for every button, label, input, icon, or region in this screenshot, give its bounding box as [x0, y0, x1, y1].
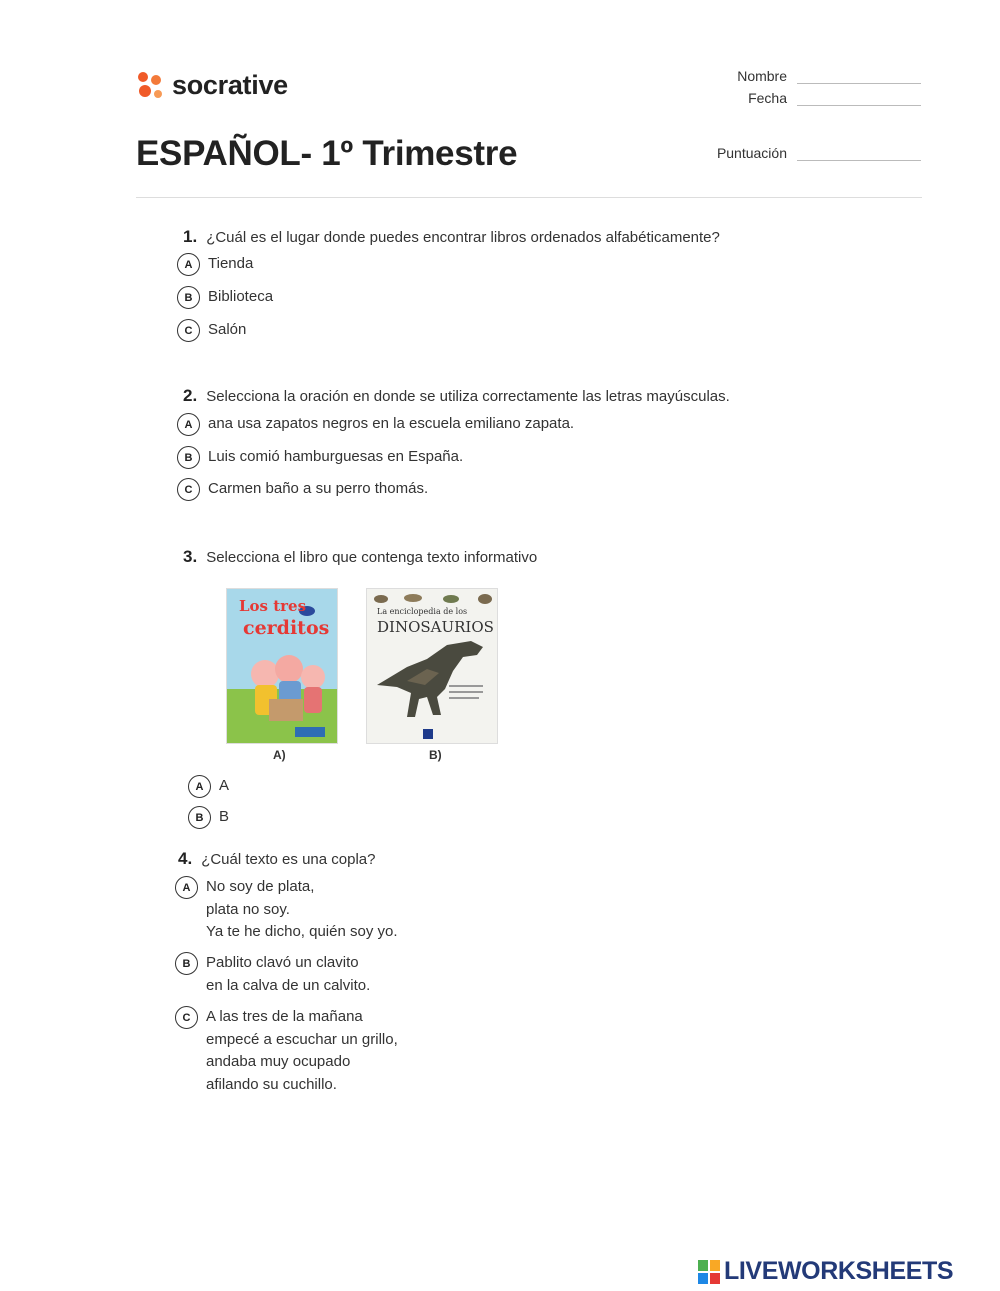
q3-option-b[interactable]: [188, 806, 229, 829]
question-4-header: [178, 849, 375, 869]
book-cover-dinosaurios: [366, 588, 498, 744]
option-letter-badge: A: [177, 253, 200, 276]
question-number: 2.: [183, 386, 198, 405]
q4-option-a[interactable]: [175, 876, 398, 944]
puntuacion-field[interactable]: [697, 145, 921, 161]
question-text: ¿Cuál es el lugar donde puedes encontrar libros ordenados alfabéticamente?: [206, 229, 720, 246]
fecha-line[interactable]: [797, 92, 921, 106]
q2-option-b[interactable]: [177, 446, 463, 469]
q1-option-c[interactable]: [177, 319, 246, 342]
question-number: 3.: [183, 547, 198, 566]
nombre-field[interactable]: [697, 68, 921, 84]
option-text: Tienda: [208, 255, 254, 272]
page-title: ESPAÑOL- 1º Trimestre: [136, 134, 518, 173]
option-text: ana usa zapatos negros en la escuela emiliano zapata.: [208, 415, 575, 432]
question-number: 1.: [183, 227, 198, 246]
liveworksheets-logo-icon: [698, 1260, 720, 1284]
option-letter-badge: B: [188, 806, 211, 829]
book-b-caption: B): [429, 748, 442, 762]
socrative-logo-icon: [136, 71, 164, 101]
nombre-line[interactable]: [797, 70, 921, 84]
poem-line: empecé a escuchar un grillo,: [206, 1030, 398, 1048]
fecha-field[interactable]: [697, 90, 921, 106]
fecha-label: Fecha: [748, 90, 787, 106]
poem-line: plata no soy.: [206, 900, 290, 918]
footer-brand: LIVEWORKSHEETS: [724, 1257, 954, 1285]
poem-line: Pablito clavó un clavito: [206, 954, 359, 971]
option-text: Salón: [208, 321, 247, 338]
option-letter-badge: B: [177, 446, 200, 469]
poem-line: No soy de plata,: [206, 878, 315, 895]
q1-option-a[interactable]: [177, 253, 253, 276]
q2-option-c[interactable]: [177, 478, 428, 501]
q2-option-a[interactable]: [177, 413, 574, 436]
option-poem: [206, 876, 398, 944]
option-letter-badge: C: [177, 478, 200, 501]
question-3-header: [183, 547, 537, 567]
socrative-logo: [136, 70, 288, 101]
question-text: Selecciona el libro que contenga texto informativo: [206, 549, 538, 566]
option-letter-badge: B: [175, 952, 198, 975]
option-text: Carmen baño a su perro thomás.: [208, 480, 429, 497]
option-letter-badge: C: [177, 319, 200, 342]
book-b-title-line1: La enciclopedia de los: [377, 607, 468, 616]
header-divider: [136, 197, 922, 198]
option-text: Luis comió hamburguesas en España.: [208, 448, 464, 465]
option-poem: [206, 1006, 398, 1096]
q3-option-a[interactable]: [188, 775, 229, 798]
nombre-label: Nombre: [737, 68, 787, 84]
option-text: Biblioteca: [208, 288, 274, 305]
book-a-title-line2: cerditos: [243, 617, 330, 639]
liveworksheets-logo: [698, 1257, 953, 1286]
logo-text: socrative: [172, 70, 288, 100]
poem-line: andaba muy ocupado: [206, 1053, 351, 1070]
book-cover-tres-cerditos: [226, 588, 338, 744]
q4-option-c[interactable]: [175, 1006, 398, 1096]
question-2-header: [183, 386, 730, 406]
q1-option-b[interactable]: [177, 286, 273, 309]
option-letter-badge: A: [177, 413, 200, 436]
poem-line: en la calva de un calvito.: [206, 976, 371, 994]
poem-line: A las tres de la mañana: [206, 1008, 363, 1025]
book-a-title-line1: Los tres: [239, 597, 307, 615]
option-letter-badge: A: [188, 775, 211, 798]
book-a-caption: A): [273, 748, 286, 762]
puntuacion-label: Puntuación: [716, 145, 787, 161]
question-number: 4.: [178, 849, 193, 868]
question-1-header: [183, 227, 720, 247]
q4-option-b[interactable]: [175, 952, 370, 997]
option-poem: [206, 952, 370, 997]
option-letter-badge: C: [175, 1006, 198, 1029]
poem-line: Ya te he dicho, quién soy yo.: [206, 923, 398, 940]
option-letter-badge: B: [177, 286, 200, 309]
option-text: A: [219, 777, 230, 794]
question-text: Selecciona la oración en donde se utiliza correctamente las letras mayúsculas.: [206, 388, 730, 405]
puntuacion-line[interactable]: [797, 147, 921, 161]
option-letter-badge: A: [175, 876, 198, 899]
question-text: ¿Cuál texto es una copla?: [201, 851, 376, 868]
book-b-title-line2: DINOSAURIOS: [377, 618, 494, 636]
option-text: B: [219, 808, 230, 825]
poem-line: afilando su cuchillo.: [206, 1075, 337, 1093]
